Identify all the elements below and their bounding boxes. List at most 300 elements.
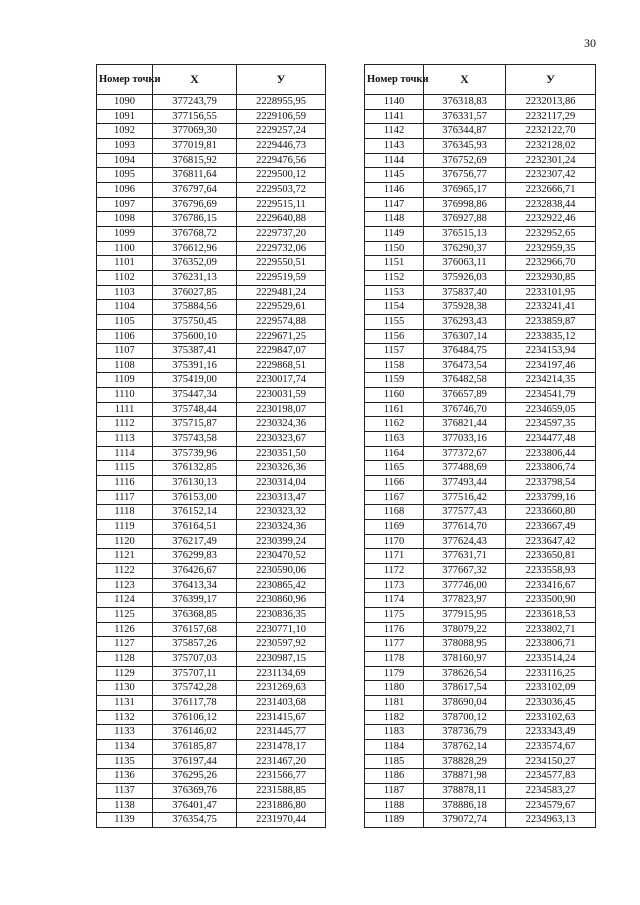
cell-x: 376152,14	[153, 505, 237, 520]
cell-y: 2230987,15	[237, 651, 326, 666]
cell-x: 376352,09	[153, 256, 237, 271]
table-row	[365, 710, 596, 725]
cell-point-number: 1181	[365, 695, 424, 710]
cell-point-number: 1155	[365, 314, 424, 329]
cell-x: 376146,02	[153, 725, 237, 740]
cell-point-number: 1116	[97, 476, 153, 491]
cell-point-number: 1130	[97, 681, 153, 696]
cell-y: 2230326,36	[237, 461, 326, 476]
header-y	[237, 65, 326, 95]
table-row	[365, 388, 596, 403]
table-row	[97, 109, 326, 124]
cell-point-number: 1139	[97, 813, 153, 828]
cell-x: 376811,64	[153, 168, 237, 183]
cell-y: 2233343,49	[506, 725, 596, 740]
table-row	[97, 534, 326, 549]
cell-x: 377915,95	[424, 607, 506, 622]
cell-y: 2233806,44	[506, 446, 596, 461]
header-x	[153, 65, 237, 95]
table-row	[97, 344, 326, 359]
cell-point-number: 1175	[365, 607, 424, 622]
table-row	[97, 695, 326, 710]
cell-y: 2231886,80	[237, 798, 326, 813]
cell-y: 2228955,95	[237, 95, 326, 110]
cell-y: 2232922,46	[506, 212, 596, 227]
cell-x: 376293,43	[424, 314, 506, 329]
cell-point-number: 1129	[97, 666, 153, 681]
cell-y: 2232301,24	[506, 153, 596, 168]
table-row	[365, 637, 596, 652]
cell-point-number: 1169	[365, 520, 424, 535]
cell-y: 2229500,12	[237, 168, 326, 183]
cell-y: 2229446,73	[237, 138, 326, 153]
cell-x: 378886,18	[424, 798, 506, 813]
cell-point-number: 1136	[97, 769, 153, 784]
cell-x: 375928,38	[424, 300, 506, 315]
table-row	[97, 710, 326, 725]
table-row	[97, 256, 326, 271]
cell-y: 2229737,20	[237, 226, 326, 241]
cell-y: 2231269,63	[237, 681, 326, 696]
cell-point-number: 1134	[97, 739, 153, 754]
table-row	[97, 813, 326, 828]
table-row	[97, 226, 326, 241]
table-row	[365, 256, 596, 271]
cell-x: 376746,70	[424, 402, 506, 417]
cell-point-number: 1140	[365, 95, 424, 110]
table-row	[97, 432, 326, 447]
table-header-row	[365, 65, 596, 95]
cell-point-number: 1093	[97, 138, 153, 153]
cell-point-number: 1138	[97, 798, 153, 813]
cell-x: 376368,85	[153, 607, 237, 622]
cell-y: 2229847,07	[237, 344, 326, 359]
cell-y: 2234197,46	[506, 358, 596, 373]
cell-x: 378160,97	[424, 651, 506, 666]
cell-y: 2233102,63	[506, 710, 596, 725]
table-row	[365, 476, 596, 491]
cell-point-number: 1128	[97, 651, 153, 666]
table-row	[365, 270, 596, 285]
cell-y: 2229868,51	[237, 358, 326, 373]
table-row	[365, 138, 596, 153]
table-row	[97, 388, 326, 403]
cell-x: 375857,26	[153, 637, 237, 652]
cell-x: 377069,30	[153, 124, 237, 139]
cell-x: 376484,75	[424, 344, 506, 359]
cell-x: 375748,44	[153, 402, 237, 417]
cell-y: 2229481,24	[237, 285, 326, 300]
cell-x: 376185,87	[153, 739, 237, 754]
cell-point-number: 1188	[365, 798, 424, 813]
cell-x: 378762,14	[424, 739, 506, 754]
table-row	[97, 373, 326, 388]
table-row	[97, 300, 326, 315]
cell-x: 376927,88	[424, 212, 506, 227]
cell-point-number: 1174	[365, 593, 424, 608]
page-number: 30	[584, 36, 596, 50]
cell-point-number: 1179	[365, 666, 424, 681]
cell-y: 2233859,87	[506, 314, 596, 329]
cell-point-number: 1186	[365, 769, 424, 784]
cell-y: 2232838,44	[506, 197, 596, 212]
cell-x: 376157,68	[153, 622, 237, 637]
cell-y: 2230323,32	[237, 505, 326, 520]
cell-point-number: 1133	[97, 725, 153, 740]
coordinates-table-right	[364, 64, 596, 828]
cell-y: 2232307,42	[506, 168, 596, 183]
cell-point-number: 1146	[365, 182, 424, 197]
cell-x: 377746,00	[424, 578, 506, 593]
table-row	[97, 505, 326, 520]
table-header-row	[97, 65, 326, 95]
table-row	[97, 549, 326, 564]
cell-y: 2233798,54	[506, 476, 596, 491]
cell-x: 376217,49	[153, 534, 237, 549]
cell-point-number: 1176	[365, 622, 424, 637]
cell-y: 2231588,85	[237, 783, 326, 798]
table-row	[365, 813, 596, 828]
cell-x: 376295,26	[153, 769, 237, 784]
cell-point-number: 1103	[97, 285, 153, 300]
cell-x: 375750,45	[153, 314, 237, 329]
coordinates-table-left	[96, 64, 326, 828]
cell-x: 378871,98	[424, 769, 506, 784]
table-row	[97, 168, 326, 183]
cell-y: 2229476,56	[237, 153, 326, 168]
cell-point-number: 1127	[97, 637, 153, 652]
cell-x: 376797,64	[153, 182, 237, 197]
table-row	[97, 725, 326, 740]
table-row	[97, 461, 326, 476]
cell-point-number: 1114	[97, 446, 153, 461]
cell-point-number: 1123	[97, 578, 153, 593]
cell-x: 375707,03	[153, 651, 237, 666]
cell-y: 2233500,90	[506, 593, 596, 608]
cell-point-number: 1095	[97, 168, 153, 183]
cell-point-number: 1108	[97, 358, 153, 373]
cell-point-number: 1090	[97, 95, 153, 110]
cell-point-number: 1157	[365, 344, 424, 359]
header-point-number: Номер точки	[97, 65, 153, 95]
cell-point-number: 1118	[97, 505, 153, 520]
cell-point-number: 1167	[365, 490, 424, 505]
header-y-label: У	[276, 71, 286, 86]
cell-y: 2230865,42	[237, 578, 326, 593]
cell-point-number: 1104	[97, 300, 153, 315]
cell-point-number: 1111	[97, 402, 153, 417]
header-y	[506, 65, 596, 95]
cell-y: 2234541,79	[506, 388, 596, 403]
cell-x: 375739,96	[153, 446, 237, 461]
cell-x: 375387,41	[153, 344, 237, 359]
table-row	[97, 607, 326, 622]
cell-point-number: 1183	[365, 725, 424, 740]
cell-x: 376130,13	[153, 476, 237, 491]
cell-y: 2229106,59	[237, 109, 326, 124]
cell-point-number: 1162	[365, 417, 424, 432]
cell-y: 2230324,36	[237, 417, 326, 432]
cell-x: 376786,15	[153, 212, 237, 227]
cell-x: 376345,93	[424, 138, 506, 153]
cell-point-number: 1115	[97, 461, 153, 476]
cell-x: 377493,44	[424, 476, 506, 491]
cell-x: 376482,58	[424, 373, 506, 388]
cell-point-number: 1126	[97, 622, 153, 637]
table-row	[365, 285, 596, 300]
cell-point-number: 1163	[365, 432, 424, 447]
cell-y: 2232959,35	[506, 241, 596, 256]
cell-y: 2232122,70	[506, 124, 596, 139]
cell-x: 378079,22	[424, 622, 506, 637]
table-row	[365, 329, 596, 344]
cell-x: 376413,34	[153, 578, 237, 593]
cell-x: 376063,11	[424, 256, 506, 271]
cell-y: 2230470,52	[237, 549, 326, 564]
cell-y: 2234659,05	[506, 402, 596, 417]
cell-point-number: 1117	[97, 490, 153, 505]
cell-x: 377823,97	[424, 593, 506, 608]
cell-y: 2229732,06	[237, 241, 326, 256]
table-row	[97, 124, 326, 139]
cell-point-number: 1154	[365, 300, 424, 315]
cell-x: 376401,47	[153, 798, 237, 813]
table-row	[97, 329, 326, 344]
cell-x: 378088,95	[424, 637, 506, 652]
cell-point-number: 1109	[97, 373, 153, 388]
cell-point-number: 1122	[97, 564, 153, 579]
cell-x: 379072,74	[424, 813, 506, 828]
cell-x: 376821,44	[424, 417, 506, 432]
cell-x: 375837,40	[424, 285, 506, 300]
cell-x: 376354,75	[153, 813, 237, 828]
cell-x: 375884,56	[153, 300, 237, 315]
cell-x: 377488,69	[424, 461, 506, 476]
cell-y: 2234963,13	[506, 813, 596, 828]
cell-y: 2231467,20	[237, 754, 326, 769]
cell-x: 378617,54	[424, 681, 506, 696]
cell-x: 378690,04	[424, 695, 506, 710]
cell-point-number: 1153	[365, 285, 424, 300]
table-row	[365, 314, 596, 329]
table-row	[365, 783, 596, 798]
table-row	[97, 564, 326, 579]
cell-y: 2230314,04	[237, 476, 326, 491]
table-row	[365, 769, 596, 784]
cell-point-number: 1099	[97, 226, 153, 241]
cell-y: 2229519,59	[237, 270, 326, 285]
cell-y: 2231415,67	[237, 710, 326, 725]
cell-x: 376515,13	[424, 226, 506, 241]
cell-x: 376965,17	[424, 182, 506, 197]
cell-y: 2232930,85	[506, 270, 596, 285]
cell-y: 2231134,69	[237, 666, 326, 681]
cell-x: 376612,96	[153, 241, 237, 256]
cell-y: 2231566,77	[237, 769, 326, 784]
cell-x: 375926,03	[424, 270, 506, 285]
cell-x: 377516,42	[424, 490, 506, 505]
cell-x: 376344,87	[424, 124, 506, 139]
cell-x: 376290,37	[424, 241, 506, 256]
cell-y: 2232952,65	[506, 226, 596, 241]
table-row	[365, 739, 596, 754]
cell-point-number: 1098	[97, 212, 153, 227]
table-row	[365, 197, 596, 212]
cell-point-number: 1184	[365, 739, 424, 754]
cell-y: 2234214,35	[506, 373, 596, 388]
cell-x: 376752,69	[424, 153, 506, 168]
cell-y: 2230198,07	[237, 402, 326, 417]
table-row	[365, 549, 596, 564]
cell-x: 376369,76	[153, 783, 237, 798]
header-y-label: У	[546, 71, 555, 86]
cell-point-number: 1173	[365, 578, 424, 593]
cell-y: 2233647,42	[506, 534, 596, 549]
cell-point-number: 1156	[365, 329, 424, 344]
cell-y: 2229257,24	[237, 124, 326, 139]
cell-x: 376399,17	[153, 593, 237, 608]
cell-point-number: 1105	[97, 314, 153, 329]
cell-x: 378736,79	[424, 725, 506, 740]
cell-x: 376318,83	[424, 95, 506, 110]
cell-point-number: 1124	[97, 593, 153, 608]
cell-y: 2229503,72	[237, 182, 326, 197]
table-row	[365, 168, 596, 183]
cell-point-number: 1161	[365, 402, 424, 417]
cell-point-number: 1165	[365, 461, 424, 476]
cell-y: 2233116,25	[506, 666, 596, 681]
cell-y: 2230590,06	[237, 564, 326, 579]
table-row	[97, 402, 326, 417]
table-row	[97, 417, 326, 432]
cell-point-number: 1160	[365, 388, 424, 403]
table-row	[365, 461, 596, 476]
cell-y: 2231478,17	[237, 739, 326, 754]
table-row	[97, 651, 326, 666]
cell-x: 375447,34	[153, 388, 237, 403]
cell-x: 377614,70	[424, 520, 506, 535]
table-row	[365, 607, 596, 622]
table-row	[97, 314, 326, 329]
table-row	[97, 476, 326, 491]
table-row	[365, 124, 596, 139]
table-row	[97, 769, 326, 784]
table-row	[365, 651, 596, 666]
cell-point-number: 1091	[97, 109, 153, 124]
cell-point-number: 1125	[97, 607, 153, 622]
cell-y: 2229640,88	[237, 212, 326, 227]
cell-y: 2229574,88	[237, 314, 326, 329]
cell-y: 2230323,67	[237, 432, 326, 447]
table-row	[365, 505, 596, 520]
cell-y: 2233416,67	[506, 578, 596, 593]
table-row	[365, 564, 596, 579]
cell-y: 2231445,77	[237, 725, 326, 740]
cell-y: 2233558,93	[506, 564, 596, 579]
cell-point-number: 1168	[365, 505, 424, 520]
cell-point-number: 1094	[97, 153, 153, 168]
cell-point-number: 1106	[97, 329, 153, 344]
table-body-left	[97, 95, 326, 828]
cell-point-number: 1144	[365, 153, 424, 168]
header-point-number: Номер точки	[365, 65, 424, 95]
cell-x: 378828,29	[424, 754, 506, 769]
table-row	[365, 373, 596, 388]
cell-x: 376657,89	[424, 388, 506, 403]
cell-point-number: 1107	[97, 344, 153, 359]
cell-x: 375391,16	[153, 358, 237, 373]
cell-y: 2233667,49	[506, 520, 596, 535]
cell-point-number: 1131	[97, 695, 153, 710]
cell-x: 377624,43	[424, 534, 506, 549]
cell-y: 2234583,27	[506, 783, 596, 798]
table-row	[365, 534, 596, 549]
cell-point-number: 1187	[365, 783, 424, 798]
cell-y: 2233806,74	[506, 461, 596, 476]
cell-y: 2233660,80	[506, 505, 596, 520]
cell-y: 2234153,94	[506, 344, 596, 359]
cell-x: 377243,79	[153, 95, 237, 110]
cell-y: 2230399,24	[237, 534, 326, 549]
cell-y: 2234597,35	[506, 417, 596, 432]
table-row	[365, 578, 596, 593]
table-row	[365, 666, 596, 681]
table-row	[365, 344, 596, 359]
cell-point-number: 1182	[365, 710, 424, 725]
cell-y: 2233618,53	[506, 607, 596, 622]
table-row	[365, 212, 596, 227]
cell-x: 375715,87	[153, 417, 237, 432]
table-row	[97, 285, 326, 300]
table-row	[97, 578, 326, 593]
cell-x: 376307,14	[424, 329, 506, 344]
table-row	[97, 270, 326, 285]
cell-point-number: 1120	[97, 534, 153, 549]
cell-y: 2229529,61	[237, 300, 326, 315]
cell-point-number: 1171	[365, 549, 424, 564]
cell-y: 2232013,86	[506, 95, 596, 110]
cell-point-number: 1185	[365, 754, 424, 769]
cell-y: 2232966,70	[506, 256, 596, 271]
cell-point-number: 1121	[97, 549, 153, 564]
cell-x: 375707,11	[153, 666, 237, 681]
table-row	[97, 798, 326, 813]
table-row	[97, 490, 326, 505]
cell-x: 376299,83	[153, 549, 237, 564]
cell-x: 376426,67	[153, 564, 237, 579]
cell-y: 2231970,44	[237, 813, 326, 828]
cell-point-number: 1092	[97, 124, 153, 139]
cell-y: 2229671,25	[237, 329, 326, 344]
cell-y: 2230017,74	[237, 373, 326, 388]
cell-point-number: 1145	[365, 168, 424, 183]
cell-point-number: 1097	[97, 197, 153, 212]
cell-x: 377033,16	[424, 432, 506, 447]
cell-x: 378626,54	[424, 666, 506, 681]
cell-point-number: 1100	[97, 241, 153, 256]
header-x	[424, 65, 506, 95]
cell-y: 2233036,45	[506, 695, 596, 710]
cell-x: 376132,85	[153, 461, 237, 476]
table-row	[365, 241, 596, 256]
cell-point-number: 1150	[365, 241, 424, 256]
table-row	[365, 300, 596, 315]
cell-point-number: 1180	[365, 681, 424, 696]
cell-y: 2234477,48	[506, 432, 596, 447]
cell-point-number: 1141	[365, 109, 424, 124]
cell-x: 375600,10	[153, 329, 237, 344]
table-row	[365, 754, 596, 769]
